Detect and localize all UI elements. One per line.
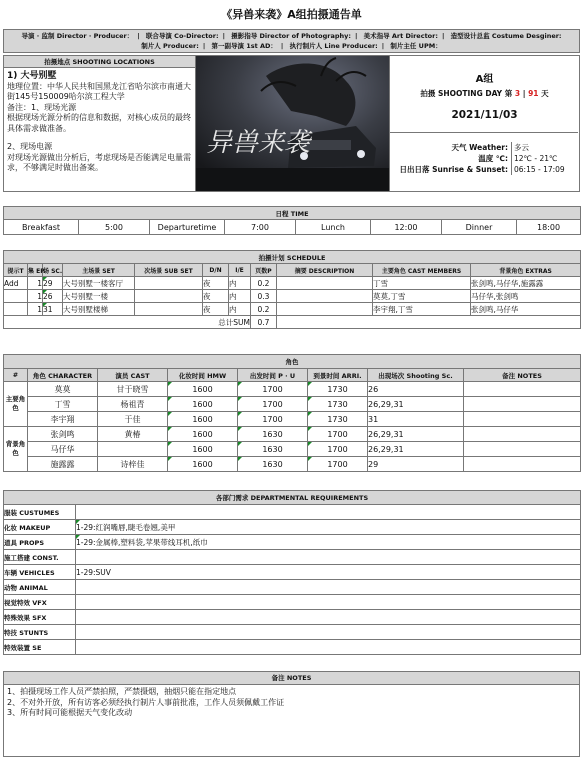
cast-table [3, 354, 581, 472]
cell-sc: 31 [43, 303, 63, 316]
location-line: 备注：1、现场光源 [7, 102, 77, 112]
dept-label: 化妆 MAKEUP [4, 520, 76, 535]
dept-value [76, 550, 581, 565]
col-ie: I/E [229, 264, 251, 277]
cell-character: 施露露 [28, 457, 98, 472]
col-ep: 集 EP. [28, 264, 43, 277]
col-hmw: 化妆时间 HMW [168, 369, 238, 382]
shoot-day-total: 91 [528, 89, 539, 98]
col-character: 角色 CHARACTER [28, 369, 98, 382]
temp-label: 温度 ℃: [478, 154, 508, 163]
dept-row [4, 580, 581, 595]
sun-value: 06:15 - 17:09 [511, 164, 565, 175]
cell-cast: 莫莫,丁雪 [373, 290, 471, 303]
table-row [4, 442, 581, 457]
weather-value: 多云 [511, 142, 529, 153]
cell-pickup: 1630 [238, 457, 308, 472]
cell-character: 张剑鸣 [28, 427, 98, 442]
credit-art: 美术指导 Art Director: [363, 32, 438, 40]
schedule-sum-row [4, 316, 581, 329]
credit-dop: 摄影指导 Director of Photography: [231, 32, 351, 40]
cell-ie: 内 [229, 290, 251, 303]
departure-time: 7:00 [225, 220, 296, 235]
cell-scenes: 26,29,31 [368, 427, 464, 442]
credit-producer: 制片人 Producer: [141, 42, 199, 50]
notes-header: 备注 NOTES [4, 672, 579, 685]
dept-label: 动物 ANIMAL [4, 580, 76, 595]
cell-subset [135, 290, 203, 303]
cell-description [277, 290, 373, 303]
cell-subset [135, 303, 203, 316]
dept-row [4, 610, 581, 625]
temp-value: 12℃ - 21℃ [511, 153, 557, 164]
group-main-cast: 主要角色 [4, 382, 28, 427]
credit-director: 导演 · 监制 Director · Producer： [21, 32, 134, 40]
dept-value [76, 595, 581, 610]
poster-logo-text: 异兽来袭 [206, 128, 311, 158]
dept-value [76, 580, 581, 595]
col-scenes: 出现场次 Shooting Sc. [368, 369, 464, 382]
col-index: # [4, 369, 28, 382]
cell-pages: 0.2 [251, 277, 277, 290]
departments-table [3, 490, 581, 655]
notes-block [3, 671, 580, 757]
location-block [3, 55, 580, 192]
shoot-day-number: 3 [514, 89, 521, 98]
cell-sc: 29 [43, 277, 63, 290]
col-notes: 备注 NOTES [464, 369, 581, 382]
dept-value [76, 640, 581, 655]
dept-label: 特技 STUNTS [4, 625, 76, 640]
cell-actor: 杨祖青 [98, 397, 168, 412]
cell-notes [464, 457, 581, 472]
shoot-info-panel [389, 56, 579, 191]
cell-notes [464, 382, 581, 397]
credits-line-1: 导演 · 监制 Director · Producer： | 联合导演 Co-Director: | 摄影指导 Director of Photography: | 美术指导 Art Director: | 造型设计总监 Costume Desginer: [21, 32, 562, 40]
shoot-day-line [390, 88, 579, 99]
sun-label: 日出日落 Sunrise & Sunset: [399, 165, 508, 174]
location-body [4, 68, 195, 177]
cell-notes [464, 412, 581, 427]
shoot-date: 2021/11/03 [451, 109, 518, 121]
dept-value: 1-29:金属棒,塑料袋,苹果带线耳机,纸巾 [76, 535, 581, 550]
cell-cast: 丁雪 [373, 277, 471, 290]
cell-arrival: 1730 [308, 382, 368, 397]
location-line: 对现场光源做出分析后，考虑现场是否能满足电量需求，不够满足时做出备案。 [7, 152, 191, 172]
dinner-time: 18:00 [517, 220, 581, 235]
dept-row [4, 625, 581, 640]
cell-hint: Add [4, 277, 28, 290]
cell-subset [135, 277, 203, 290]
table-row [4, 277, 581, 290]
page-title: 《异兽来袭》A组拍摄通告单 [221, 8, 362, 21]
table-row [4, 412, 581, 427]
dept-row [4, 595, 581, 610]
cell-scenes: 26,29,31 [368, 397, 464, 412]
credits-bar [3, 29, 580, 53]
cell-scenes: 26,29,31 [368, 442, 464, 457]
sum-spacer [277, 316, 581, 329]
cell-hmw: 1600 [168, 397, 238, 412]
credit-costume: 造型设计总监 Costume Desginer: [450, 32, 562, 40]
note-line: 1、拍摄现场工作人员严禁拍照，严禁摄烟，抽烟只能在指定地点 [7, 687, 237, 696]
cell-pickup: 1630 [238, 442, 308, 457]
dept-value: 1-29:红润嘴唇,睫毛卷翘,美甲 [76, 520, 581, 535]
table-row [4, 457, 581, 472]
location-header: 拍摄地点 SHOOTING LOCATIONS [4, 56, 195, 68]
cell-arrival: 1700 [308, 457, 368, 472]
cell-extras: 张剑鸣,马仔华 [471, 303, 581, 316]
cell-hmw: 1600 [168, 382, 238, 397]
table-row [4, 382, 581, 397]
cell-character: 李宇翔 [28, 412, 98, 427]
cell-ie: 内 [229, 277, 251, 290]
location-panel [4, 56, 196, 191]
schedule-header: 拍摄计划 SCHEDULE [4, 251, 581, 264]
cell-extras: 张剑鸣,马仔华,施露露 [471, 277, 581, 290]
cell-actor: 黄椿 [98, 427, 168, 442]
group-background-cast: 背景角色 [4, 427, 28, 472]
cell-scenes: 26 [368, 382, 464, 397]
cell-arrival: 1730 [308, 397, 368, 412]
cast-header: 角色 [4, 355, 581, 369]
note-line: 2、不对外开放，所有访客必须经执行制片人事前批准，工作人员须佩戴工作证 [7, 697, 285, 707]
dept-row [4, 520, 581, 535]
poster-art [196, 56, 389, 191]
location-line-spacer [7, 134, 192, 142]
cell-ep: 1 [28, 303, 43, 316]
col-pages: 页数P [251, 264, 277, 277]
cell-notes [464, 397, 581, 412]
cell-scenes: 29 [368, 457, 464, 472]
dept-value [76, 610, 581, 625]
cell-arrival: 1730 [308, 412, 368, 427]
lunch-label: Lunch [296, 220, 371, 235]
col-pickup: 出发时间 P · U [238, 369, 308, 382]
col-subset: 次场景 SUB SET [135, 264, 203, 277]
note-line: 3、所有时间可能根据天气变化改动 [7, 708, 133, 717]
dept-label: 服装 CUSTUMES [4, 505, 76, 520]
film-poster-image [196, 56, 389, 191]
col-cast: 主要角色 CAST MEMBERS [373, 264, 471, 277]
col-actor: 演员 CAST [98, 369, 168, 382]
credit-1st-ad: 第一副导演 1st AD： [211, 42, 277, 50]
credit-co-director: 联合导演 Co-Director: [145, 32, 219, 40]
cell-actor: 诗梓佳 [98, 457, 168, 472]
dept-label: 视觉特效 VFX [4, 595, 76, 610]
credit-line-producer: 执行制片人 Line Producer: [289, 42, 378, 50]
dept-label: 特效装置 SE [4, 640, 76, 655]
cell-notes [464, 427, 581, 442]
breakfast-time: 5:00 [79, 220, 150, 235]
cell-hmw: 1600 [168, 442, 238, 457]
col-arrival: 到景时间 ARRI. [308, 369, 368, 382]
credit-upm: 制片主任 UPM： [390, 42, 442, 50]
dept-row [4, 535, 581, 550]
sum-value: 0.7 [251, 316, 277, 329]
cell-actor [98, 442, 168, 457]
dept-value [76, 625, 581, 640]
cell-pages: 0.2 [251, 303, 277, 316]
cell-dn: 夜 [203, 277, 229, 290]
dept-row [4, 565, 581, 580]
col-sc: 场 SC. [43, 264, 63, 277]
table-row [4, 397, 581, 412]
weather-label: 天气 Weather: [451, 143, 508, 152]
col-set: 主场景 SET [63, 264, 135, 277]
cell-set: 大号别墅一楼客厅 [63, 277, 135, 290]
cell-description [277, 277, 373, 290]
cell-pages: 0.3 [251, 290, 277, 303]
cell-dn: 夜 [203, 303, 229, 316]
dinner-label: Dinner [442, 220, 517, 235]
departure-label: Departuretime [150, 220, 225, 235]
col-hint: 提示T [4, 264, 28, 277]
cell-notes [464, 442, 581, 457]
location-line: 根据现场光源分析的信息和数据，对核心成员的最终具体需求做准备。 [7, 113, 191, 133]
schedule-table [3, 250, 581, 329]
cell-arrival: 1700 [308, 427, 368, 442]
cell-extras: 马仔华,张剑鸣 [471, 290, 581, 303]
departments-header: 各部门需求 DEPARTMENTAL REQUIREMENTS [4, 491, 581, 505]
shoot-day-unit: 天 [541, 89, 549, 98]
dept-label: 特殊效果 SFX [4, 610, 76, 625]
table-row [4, 427, 581, 442]
dept-value: 1-29:SUV [76, 565, 581, 580]
cell-character: 马仔华 [28, 442, 98, 457]
cell-ie: 内 [229, 303, 251, 316]
cell-ep: 1 [28, 290, 43, 303]
cell-pickup: 1630 [238, 427, 308, 442]
dept-label: 施工搭建 CONST. [4, 550, 76, 565]
location-heading: 1) 大号别墅 [7, 71, 57, 81]
cell-description [277, 303, 373, 316]
cell-pickup: 1700 [238, 397, 308, 412]
sum-label: 总计SUM [4, 316, 251, 329]
cell-pickup: 1700 [238, 412, 308, 427]
cell-scenes: 31 [368, 412, 464, 427]
location-line: 2、现场电源 [7, 142, 53, 151]
cell-character: 丁雪 [28, 397, 98, 412]
dept-row [4, 640, 581, 655]
cell-character: 莫莫 [28, 382, 98, 397]
cell-hint [4, 303, 28, 316]
cell-actor: 于佳 [98, 412, 168, 427]
weather-block [390, 142, 578, 175]
shoot-day-label: 拍摄 SHOOTING DAY 第 [420, 89, 513, 98]
cell-hint [4, 290, 28, 303]
shoot-day-separator: | [522, 89, 526, 98]
timetable [3, 206, 581, 235]
notes-body [4, 685, 579, 721]
cell-sc: 26 [43, 290, 63, 303]
cell-hmw: 1600 [168, 412, 238, 427]
table-row [4, 303, 581, 316]
dept-value [76, 505, 581, 520]
col-extras: 背景角色 EXTRAS [471, 264, 581, 277]
cell-hmw: 1600 [168, 457, 238, 472]
dept-row [4, 550, 581, 565]
dept-label: 车辆 VEHICLES [4, 565, 76, 580]
dept-label: 道具 PROPS [4, 535, 76, 550]
breakfast-label: Breakfast [4, 220, 79, 235]
location-line: 地理位置：中华人民共和国黑龙江省哈尔滨市南通大街145号150009哈尔滨工程大学 [7, 81, 191, 101]
cell-pickup: 1700 [238, 382, 308, 397]
cell-set: 大号别墅一楼 [63, 290, 135, 303]
shoot-group: A组 [475, 74, 494, 85]
lunch-time: 12:00 [371, 220, 442, 235]
cell-set: 大号别墅楼梯 [63, 303, 135, 316]
cell-dn: 夜 [203, 290, 229, 303]
cell-ep: 1 [28, 277, 43, 290]
cell-hmw: 1600 [168, 427, 238, 442]
timetable-header: 日程 TIME [4, 207, 581, 220]
cell-cast: 李宇翔,丁雪 [373, 303, 471, 316]
credits-line-2: 制片人 Producer: | 第一副导演 1st AD： | 执行制片人 Line Producer: | 制片主任 UPM： [141, 42, 442, 50]
table-row [4, 290, 581, 303]
divider [390, 132, 578, 133]
cell-arrival: 1700 [308, 442, 368, 457]
cell-actor: 甘于晓雪 [98, 382, 168, 397]
col-description: 摘要 DESCRIPTION [277, 264, 373, 277]
col-dn: D/N [203, 264, 229, 277]
dept-row [4, 505, 581, 520]
